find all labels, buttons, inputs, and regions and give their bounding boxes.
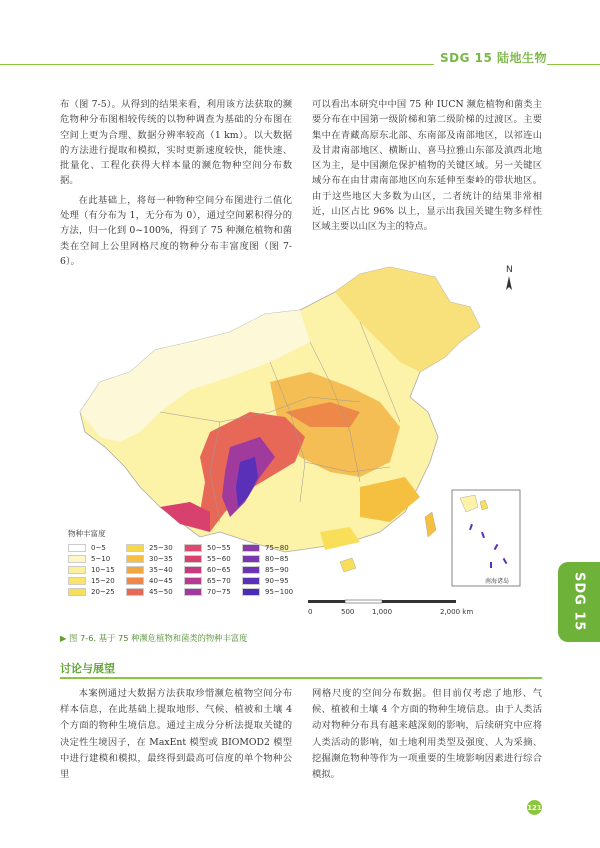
section-left-column	[60, 686, 292, 783]
south-china-sea-inset	[452, 490, 520, 586]
scale-tick-1000: 1,000	[372, 608, 393, 616]
hainan-island	[340, 558, 356, 572]
legend-item	[184, 566, 242, 574]
legend-item	[68, 577, 126, 585]
legend-swatch	[68, 555, 86, 563]
paragraph: 在此基础上，将每一种物种空间分布图进行二值化处理（有分布为 1，无分布为 0），通过空间累积得分的方法，归一化到 0~100%，得到了 75 种濒危植物和菌类在空间上公里网格尺度的物种分布丰富度图（图 7-6）。	[60, 194, 292, 267]
legend-swatch	[68, 544, 86, 552]
legend-swatch	[184, 555, 202, 563]
legend-swatch	[242, 544, 260, 552]
legend-item	[126, 588, 184, 596]
legend-label: 5~10	[91, 555, 111, 563]
side-tab-label: SDG 15	[571, 572, 587, 632]
legend-item	[126, 544, 184, 552]
legend-swatch	[184, 588, 202, 596]
section-right-column	[312, 686, 542, 783]
scale-tick-2000: 2,000 km	[440, 608, 474, 616]
legend-item	[242, 566, 300, 574]
section-rule	[60, 677, 542, 679]
legend-label: 70~75	[207, 588, 231, 596]
legend-item	[126, 555, 184, 563]
legend-title: 物种丰富度	[68, 529, 106, 538]
legend-swatch	[126, 544, 144, 552]
legend-item	[242, 588, 300, 596]
inset-label: 南海诸岛	[485, 578, 510, 585]
paragraph: 可以看出本研究中中国 75 种 IUCN 濒危植物和菌类主要分布在中国第一级阶梯和第二级阶梯的过渡区。主要集中在青藏高原东北部、东南部及南部地区，以祁连山及甘肃南部地区、横断山、喜马拉雅山东部及滇西北地区为主，是中国濒危保护植物的关键区域。另一关键区域分布在由甘肃南部地区向东延伸至秦岭的带状地区。由于这些地区大多数为山区，二者统计的结果非常相近，山区占比 96% 以上，显示出我国关键生物多样性区域主要以山区为主的特点。	[312, 99, 542, 233]
legend-item	[126, 566, 184, 574]
caption-arrow-icon: ▶	[60, 633, 70, 643]
legend-label: 10~15	[91, 566, 115, 574]
paragraph: 本案例通过大数据方法获取珍惜濒危植物空间分布样本信息，在此基础上提取地形、气候、植被和土壤 4 个方面的物种生境信息。通过主成分分析法提取关键的决定性生境因子，在 MaxEnt 模型或 BIOMOD2 模型中进行建模和模拟，最终得到最高可信度的单个物种公里	[60, 688, 292, 781]
legend-item	[68, 555, 126, 563]
page-number: 121	[527, 800, 542, 815]
legend-swatch	[68, 588, 86, 596]
scale-segment	[345, 600, 382, 603]
legend-swatch	[126, 588, 144, 596]
legend-label: 80~85	[265, 555, 289, 563]
legend-swatch	[184, 577, 202, 585]
legend-label: 40~45	[149, 577, 173, 585]
legend-item	[242, 577, 300, 585]
legend-swatch	[242, 555, 260, 563]
legend-swatch	[126, 555, 144, 563]
legend-swatch	[126, 577, 144, 585]
legend-swatch	[68, 566, 86, 574]
section-title: 讨论与展望	[60, 662, 115, 675]
taiwan-island	[425, 512, 436, 537]
legend-label: 20~25	[91, 588, 115, 596]
legend-label: 35~40	[149, 566, 173, 574]
legend-label: 30~35	[149, 555, 173, 563]
header-tag: SDG 15 陆地生物	[434, 49, 547, 66]
legend-label: 15~20	[91, 577, 115, 585]
legend-label: 95~100	[265, 588, 294, 596]
body-right-column	[312, 97, 542, 235]
legend-label: 65~70	[207, 577, 231, 585]
legend-label: 90~95	[265, 577, 289, 585]
legend-item	[242, 555, 300, 563]
paragraph: 布（图 7-5）。从得到的结果来看，利用该方法获取的濒危物种分布图相较传统的以物种调查为基础的分布图在空间上更为合理、数据分辨率较高（1 km）。以大数据的方法进行提取和模拟，实时更新速度较快，能快速、批量化、工程化获得大样本量的濒危物种空间分布数据。	[60, 99, 292, 187]
figure-caption	[60, 632, 247, 644]
scale-segment	[382, 600, 456, 603]
legend-label: 60~65	[207, 566, 231, 574]
legend-label: 0~5	[91, 544, 106, 552]
north-arrow	[506, 265, 513, 290]
legend-swatch	[184, 544, 202, 552]
legend-item	[184, 588, 242, 596]
north-label: N	[506, 265, 513, 275]
legend-swatch	[242, 577, 260, 585]
scale-segment	[308, 600, 345, 603]
legend-swatch	[126, 566, 144, 574]
legend-item	[68, 566, 126, 574]
scale-tick-0: 0	[308, 608, 313, 616]
legend-label: 85~90	[265, 566, 289, 574]
map-legend	[68, 528, 300, 596]
legend-item	[126, 577, 184, 585]
legend-grid	[68, 544, 300, 596]
sdg-side-tab	[558, 562, 600, 642]
legend-item	[184, 555, 242, 563]
legend-label: 25~30	[149, 544, 173, 552]
legend-item	[68, 588, 126, 596]
legend-label: 75~80	[265, 544, 289, 552]
legend-label: 55~60	[207, 555, 231, 563]
legend-swatch	[68, 577, 86, 585]
legend-item	[184, 544, 242, 552]
paragraph: 网格尺度的空间分布数据。但目前仅考虑了地形、气候、植被和土壤 4 个方面的物种生境信息。由于人类活动对物种分布具有越来越深刻的影响，后续研究中应将人类活动的影响，如土地利用类型及强度、人为采摘、挖掘濒危物种等作为一项重要的生境影响因素进行综合模拟。	[312, 688, 542, 781]
caption-text: 图 7-6. 基于 75 种濒危植物和菌类的物种丰富度	[69, 633, 248, 643]
legend-label: 50~55	[207, 544, 231, 552]
legend-item	[184, 577, 242, 585]
scale-bar-svg	[308, 596, 478, 624]
legend-swatch	[184, 566, 202, 574]
legend-label: 45~50	[149, 588, 173, 596]
legend-item	[242, 544, 300, 552]
body-left-column	[60, 97, 292, 269]
legend-swatch	[242, 566, 260, 574]
scale-bar	[308, 596, 478, 626]
legend-item	[68, 544, 126, 552]
legend-swatch	[242, 588, 260, 596]
scale-tick-500: 500	[341, 608, 355, 616]
